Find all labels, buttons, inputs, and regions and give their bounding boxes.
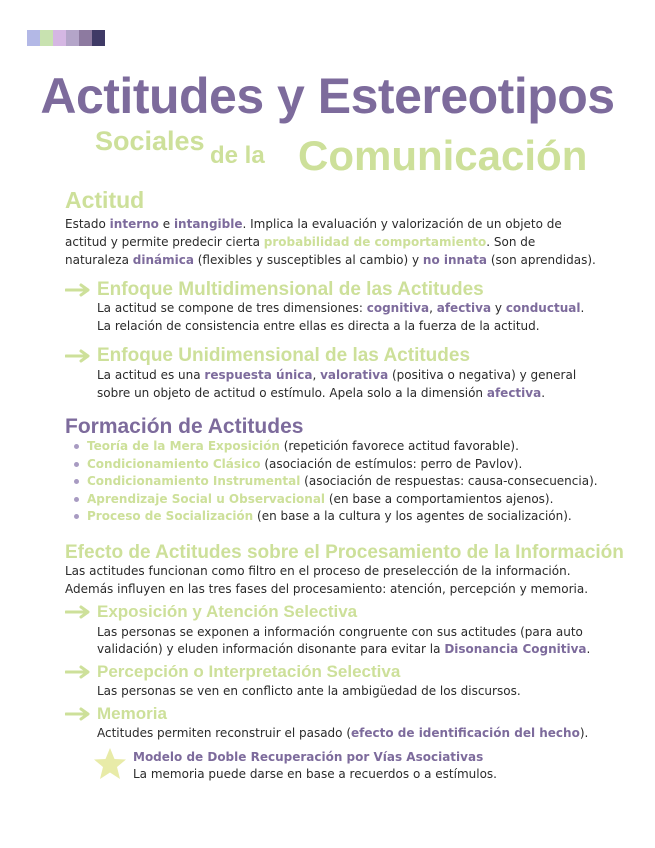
text: Estado	[65, 217, 110, 231]
term: Teoría de la Mera Exposición	[87, 439, 280, 453]
text: y	[491, 301, 506, 315]
exposicion-line-1: Las personas se exponen a información congruente con sus actitudes (para auto	[97, 625, 583, 639]
color-swatches	[27, 30, 105, 46]
list-item	[72, 491, 598, 509]
text: Actitudes permiten reconstruir el pasado (	[97, 726, 352, 740]
text: .	[541, 386, 546, 400]
term: Condicionamiento Instrumental	[87, 474, 301, 489]
heading-exposicion	[65, 600, 357, 624]
heading-text: Percepción o Interpretación Selectiva	[97, 662, 401, 681]
heading-multidimensional	[65, 278, 484, 302]
swatch	[40, 30, 53, 46]
list-item	[72, 508, 598, 526]
swatch	[79, 30, 92, 46]
term: Aprendizaje Social u Observacional	[87, 491, 326, 506]
text: La actitud se compone de tres dimensiones:	[97, 301, 367, 315]
desc: (asociación de respuestas: causa-consecuencia).	[300, 474, 598, 489]
text: (son aprendidas).	[487, 253, 596, 267]
text: . Implica la evaluación y valorización de un objeto de	[242, 217, 562, 231]
swatch	[66, 30, 79, 46]
text: La actitud es una	[97, 368, 205, 382]
bullet-icon	[74, 479, 79, 484]
text: naturaleza	[65, 253, 133, 267]
subtitle-comunicacion: Comunicación	[298, 132, 588, 179]
text: ,	[429, 301, 437, 315]
keyword: respuesta única	[204, 368, 313, 382]
subtitle-sociales: Sociales	[95, 126, 205, 156]
swatch	[27, 30, 40, 46]
arrow-right-icon	[65, 665, 93, 679]
star-icon	[93, 747, 127, 781]
text: e	[158, 217, 174, 231]
list-item	[72, 473, 598, 491]
keyword: dinámica	[132, 253, 194, 267]
list-item	[72, 438, 598, 456]
text: ).	[579, 726, 589, 740]
desc: (en base a comportamientos ajenos).	[325, 491, 554, 506]
bullet-icon	[74, 462, 79, 467]
text: (flexibles y susceptibles al cambio) y	[193, 253, 423, 267]
keyword: afectiva	[436, 301, 492, 315]
multi-line-1	[97, 300, 584, 318]
swatch	[53, 30, 66, 46]
text: validación) y eluden información disonante para evitar la	[97, 642, 445, 656]
heading-text: Exposición y Atención Selectiva	[97, 602, 358, 621]
swatch	[92, 30, 105, 46]
heading-percepcion	[65, 660, 400, 684]
bullet-icon	[74, 497, 79, 502]
arrow-right-icon	[65, 605, 93, 619]
term: Proceso de Socialización	[87, 509, 254, 524]
formacion-list	[72, 438, 598, 526]
heading-text: Memoria	[97, 704, 167, 723]
desc: (asociación de estímulos: perro de Pavlov).	[260, 456, 523, 471]
actitud-line-3	[65, 252, 596, 270]
keyword: interno	[109, 217, 159, 231]
heading-efecto: Efecto de Actitudes sobre el Procesamiento de la Información	[65, 542, 624, 563]
arrow-right-icon	[65, 283, 93, 297]
arrow-right-icon	[65, 707, 93, 721]
efecto-line-2: Además influyen en las tres fases del procesamiento: atención, percepción y memoria.	[65, 582, 589, 596]
list-item	[72, 456, 598, 474]
text: sobre un objeto de actitud o estímulo. Apela solo a la dimensión	[97, 386, 487, 400]
memoria-line-1	[97, 725, 588, 743]
bullet-icon	[74, 514, 79, 519]
text: .	[580, 301, 585, 315]
bullet-icon	[74, 444, 79, 449]
page-title: Actitudes y Estereotipos	[40, 68, 615, 124]
arrow-right-icon	[65, 349, 93, 363]
modelo-heading: Modelo de Doble Recuperación por Vías Asociativas	[133, 750, 484, 764]
keyword: conductual	[505, 301, 581, 315]
modelo-text: La memoria puede darse en base a recuerdos o a estímulos.	[133, 767, 497, 781]
text: actitud y permite predecir cierta	[65, 235, 264, 249]
term: Condicionamiento Clásico	[87, 456, 261, 471]
heading-memoria	[65, 702, 167, 726]
uni-line-2	[97, 385, 545, 403]
exposicion-line-2	[97, 641, 590, 659]
subtitle-de-la: de la	[210, 142, 265, 169]
keyword: cognitiva	[366, 301, 430, 315]
heading-actitud: Actitud	[65, 187, 145, 213]
desc: (en base a la cultura y los agentes de socialización).	[253, 509, 572, 524]
heading-formacion: Formación de Actitudes	[65, 415, 304, 438]
text: ,	[312, 368, 321, 382]
keyword: intangible	[173, 217, 243, 231]
actitud-line-2	[65, 234, 535, 252]
keyword: afectiva	[486, 386, 542, 400]
keyword: Disonancia Cognitiva	[444, 642, 587, 656]
percepcion-line-1: Las personas se ven en conflicto ante la ambigüedad de los discursos.	[97, 684, 521, 698]
uni-line-1	[97, 367, 576, 385]
keyword: valorativa	[320, 368, 389, 382]
actitud-line-1	[65, 216, 562, 234]
heading-unidimensional	[65, 344, 470, 368]
text: (positiva o negativa) y general	[388, 368, 577, 382]
efecto-line-1: Las actitudes funcionan como filtro en el proceso de preselección de la información.	[65, 564, 571, 578]
multi-line-2: La relación de consistencia entre ellas es directa a la fuerza de la actitud.	[97, 319, 540, 333]
desc: (repetición favorece actitud favorable).	[279, 439, 519, 453]
keyword: efecto de identificación del hecho	[351, 726, 580, 740]
keyword: no innata	[422, 253, 488, 267]
keyword: probabilidad de comportamiento	[263, 235, 487, 249]
text: .	[586, 642, 591, 656]
heading-text: Enfoque Unidimensional de las Actitudes	[97, 345, 471, 366]
text: . Son de	[486, 235, 536, 249]
heading-text: Enfoque Multidimensional de las Actitudes	[97, 279, 484, 300]
